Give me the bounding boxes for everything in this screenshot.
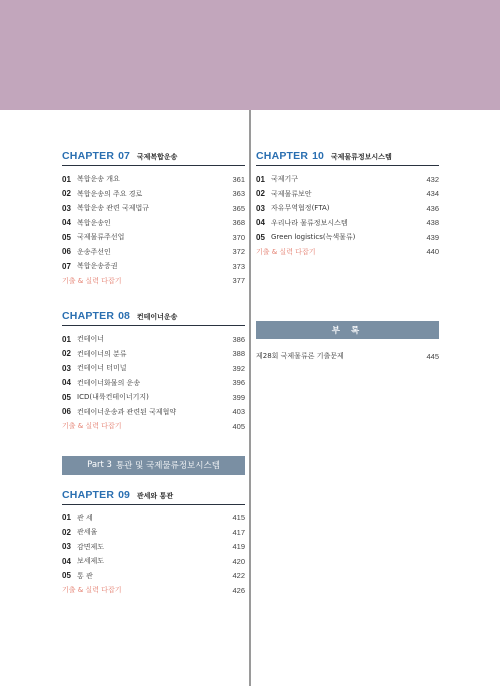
entry-page: 386 [232,334,245,344]
chapter-heading [256,150,439,166]
entry-page: 373 [232,261,245,271]
entry-page: 403 [232,407,245,417]
toc-entry[interactable] [62,216,245,231]
entry-title: 통 관 [77,571,93,580]
chapter-number: 09 [118,488,130,501]
entry-number: 01 [256,174,265,184]
entry-number: 03 [256,203,265,213]
chapter-title: 국제물류정보시스템 [330,153,392,161]
toc-entry[interactable] [62,201,245,216]
entry-title: 컨테이너 [77,335,105,344]
chapter-label: CHAPTER [62,150,115,162]
part-banner [62,456,245,475]
entry-title: 컨테이너 터미널 [77,364,127,373]
entry-number: 04 [62,556,71,566]
header-band [0,0,500,110]
toc-entry[interactable] [62,230,245,245]
chapter-heading [62,489,245,505]
entry-page: 434 [426,189,439,199]
entry-title: 국제물류주선업 [77,233,125,242]
part-title: 통관 및 국제물류정보시스템 [115,461,220,471]
entry-title: 컨테이너화물의 운송 [77,378,141,387]
entry-title: 관 세 [77,513,93,522]
entry-page: 438 [426,218,439,228]
review-entry[interactable] [62,583,245,598]
chapter-label: CHAPTER [62,488,115,501]
entry-title: ICD(내륙컨테이너기지) [77,393,149,402]
entry-number: 01 [62,513,71,523]
chapter-title: 국제복합운송 [136,153,178,161]
entry-number: 05 [256,232,265,242]
toc-entry[interactable] [256,187,439,202]
entry-title: 기출 & 실력 다잡기 [62,422,122,431]
chapter-number: 08 [118,310,130,322]
part-label: Part 3 [87,460,112,470]
toc-entry[interactable] [256,230,439,245]
entry-title: 관세율 [77,528,98,537]
toc-entry[interactable] [62,569,245,584]
entry-page: 377 [232,276,245,286]
entry-number: 02 [256,189,265,199]
entry-page: 420 [232,556,245,566]
entry-title: 국제기구 [271,175,299,184]
chapter-10 [256,150,439,259]
right-column [256,150,439,363]
entry-number: 03 [62,363,71,373]
review-entry[interactable] [256,245,439,260]
chapter-title: 컨테이너운송 [136,313,178,321]
entry-number: 06 [62,247,71,257]
entry-number: 03 [62,203,71,213]
entry-number: 05 [62,571,71,581]
toc-entry[interactable] [62,376,245,391]
entry-number: 01 [62,334,71,344]
entry-page: 445 [426,351,439,361]
entry-title: 기출 & 실력 다잡기 [62,586,122,595]
toc-entry[interactable] [62,259,245,274]
entry-number: 02 [62,349,71,359]
entry-page: 426 [232,585,245,595]
appendix-entry[interactable] [256,349,439,363]
entry-title: 복합운송의 주요 경로 [77,189,143,198]
entry-title: 컨테이너의 분류 [77,349,127,358]
chapter-number: 07 [118,150,130,162]
toc-entry[interactable] [256,172,439,187]
entry-number: 02 [62,189,71,199]
toc-entry[interactable] [62,525,245,540]
entry-title: 복합운송증권 [77,262,118,271]
toc-entry[interactable] [62,390,245,405]
entry-number: 01 [62,174,71,184]
entry-number: 04 [62,218,71,228]
entry-page: 361 [232,174,245,184]
entry-title: 기출 & 실력 다잡기 [256,247,316,256]
chapter-heading [62,150,245,166]
entry-title: Green logistics(녹색물류) [271,233,356,242]
toc-entry[interactable] [256,201,439,216]
entry-number: 04 [256,218,265,228]
entry-number: 03 [62,542,71,552]
chapter-label: CHAPTER [256,150,309,162]
toc-entry[interactable] [62,405,245,420]
appendix-banner: 부 록 [256,321,439,339]
entry-title: 국제물류보안 [271,189,312,198]
entry-title: 제28회 국제물류론 기출문제 [256,352,344,360]
toc-entry[interactable] [62,554,245,569]
entry-page: 392 [232,363,245,373]
toc-entry[interactable] [62,540,245,555]
chapter-block [256,150,439,259]
entry-title: 컨테이너운송과 관련된 국제협약 [77,407,177,416]
entry-number: 07 [62,261,71,271]
entry-number: 02 [62,527,71,537]
review-entry[interactable] [62,274,245,289]
chapter-title: 관세와 통관 [136,491,174,500]
toc-entry[interactable] [62,332,245,347]
entry-page: 363 [232,189,245,199]
entry-page: 415 [232,513,245,523]
entry-title: 복합운송 개요 [77,175,120,184]
column-divider [249,110,251,686]
entry-page: 370 [232,232,245,242]
toc-entry[interactable] [256,216,439,231]
chapter-block [62,310,245,434]
entry-page: 432 [426,174,439,184]
entry-page: 436 [426,203,439,213]
toc-entry[interactable] [62,245,245,260]
chapter-block [62,150,245,288]
toc-entry[interactable] [62,361,245,376]
entry-page: 365 [232,203,245,213]
chapter-block [62,489,245,598]
chapter-label: CHAPTER [62,310,115,322]
entry-title: 복합운송인 [77,218,111,227]
chapter-09 [62,489,245,598]
entry-number: 04 [62,378,71,388]
toc-entry[interactable] [62,187,245,202]
entry-title: 자유무역협정(FTA) [271,204,330,213]
entry-page: 399 [232,392,245,402]
toc-entry[interactable] [62,347,245,362]
entry-title: 복합운송 관련 국제법규 [77,204,150,213]
entry-page: 396 [232,378,245,388]
toc-entry[interactable] [62,511,245,526]
entry-number: 05 [62,392,71,402]
left-column [62,150,245,620]
entry-page: 419 [232,542,245,552]
chapter-heading [62,310,245,326]
entry-number: 05 [62,232,71,242]
entry-page: 405 [232,421,245,431]
entry-title: 운송주선인 [77,247,111,256]
entry-title: 감면제도 [77,542,105,551]
entry-title: 보세제도 [77,557,105,566]
appendix-list [256,349,439,363]
entry-title: 우리나라 물류정보시스템 [271,218,348,227]
entry-page: 368 [232,218,245,228]
entry-page: 388 [232,349,245,359]
review-entry[interactable] [62,419,245,434]
entry-page: 372 [232,247,245,257]
entry-page: 417 [232,527,245,537]
entry-title: 기출 & 실력 다잡기 [62,276,122,285]
toc-entry[interactable] [62,172,245,187]
entry-number: 06 [62,407,71,417]
entry-page: 439 [426,232,439,242]
chapter-number: 10 [312,150,324,162]
entry-page: 422 [232,571,245,581]
entry-page: 440 [426,247,439,257]
left-chapters [62,150,245,434]
